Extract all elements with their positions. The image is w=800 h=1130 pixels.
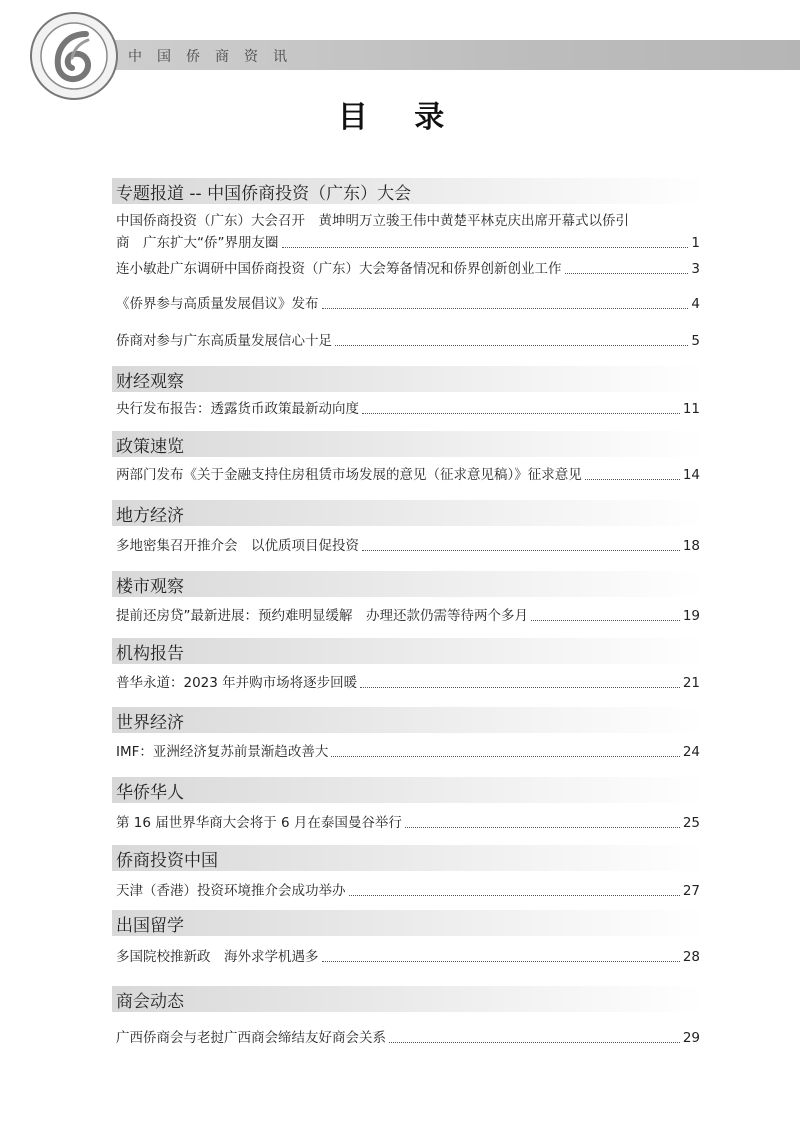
toc-entry-row [116, 1027, 700, 1049]
toc-entry[interactable] [116, 880, 700, 902]
toc-entry-row [116, 605, 700, 627]
toc-entry-title: 普华永道：2023 年并购市场将逐步回暖 [116, 675, 358, 691]
toc-entry-row [116, 741, 700, 763]
page-number: 21 [682, 675, 700, 691]
toc-entry[interactable] [116, 258, 700, 280]
section-title: 华侨华人 [116, 783, 184, 803]
toc-entry-title: 广西侨商会与老挝广西商会缔结友好商会关系 [116, 1030, 386, 1046]
toc-entry[interactable] [116, 946, 700, 968]
toc-entry-row [116, 812, 700, 834]
section-header [112, 500, 704, 526]
page-number: 19 [682, 608, 700, 624]
toc-entry[interactable] [116, 741, 700, 763]
dot-leader [331, 756, 679, 757]
dot-leader [531, 620, 680, 621]
toc-entry-row [116, 258, 700, 280]
toc-entry-title: 连小敏赴广东调研中国侨商投资（广东）大会筹备情况和侨界创新创业工作 [116, 261, 562, 277]
toc-entry-title: 《侨界参与高质量发展倡议》发布 [116, 296, 319, 312]
toc-entry-row [116, 672, 700, 694]
toc-entry[interactable] [116, 535, 700, 557]
page-title: 目 录 [337, 100, 463, 135]
toc-entry[interactable] [116, 398, 700, 420]
toc-entry-title: 中国侨商投资（广东）大会召开 黄坤明万立骏王伟中黄楚平林克庆出席开幕式以侨引 [116, 213, 629, 229]
section-header [112, 777, 704, 803]
toc-entry-title: 多国院校推新政 海外求学机遇多 [116, 949, 319, 965]
page-number: 29 [682, 1030, 700, 1046]
page-number: 27 [682, 883, 700, 899]
toc-entry-title: IMF：亚洲经济复苏前景渐趋改善大 [116, 744, 329, 760]
section-header [112, 986, 704, 1012]
section-header [112, 638, 704, 664]
page-number: 1 [691, 235, 700, 251]
toc-entry[interactable] [116, 812, 700, 834]
page-number: 24 [682, 744, 700, 760]
toc-entry-title: 侨商对参与广东高质量发展信心十足 [116, 333, 332, 349]
section-header [112, 431, 704, 457]
toc-entry-title: 天津（香港）投资环境推介会成功举办 [116, 883, 346, 899]
dot-leader [362, 413, 680, 414]
section-title: 商会动态 [116, 992, 184, 1012]
toc-entry[interactable] [116, 210, 700, 254]
toc-entry[interactable] [116, 1027, 700, 1049]
page-number: 18 [682, 538, 700, 554]
toc-entry-title: 多地密集召开推介会 以优质项目促投资 [116, 538, 359, 554]
section-title: 地方经济 [116, 506, 184, 526]
dot-leader [322, 961, 680, 962]
dot-leader [335, 345, 688, 346]
section-header [112, 366, 704, 392]
section-header [112, 178, 704, 204]
dot-leader [322, 308, 689, 309]
section-header [112, 845, 704, 871]
toc-entry-title: 两部门发布《关于金融支持住房租赁市场发展的意见（征求意见稿）》征求意见 [116, 467, 582, 483]
toc-entry-row [116, 880, 700, 902]
dot-leader [585, 479, 680, 480]
page-number: 14 [682, 467, 700, 483]
toc-entry[interactable] [116, 464, 700, 486]
toc-entry[interactable] [116, 605, 700, 627]
toc-entry-row [116, 464, 700, 486]
logo [28, 10, 120, 102]
toc-entry[interactable] [116, 672, 700, 694]
toc-entry-row [116, 330, 700, 352]
toc-entry-row [116, 535, 700, 557]
section-title: 机构报告 [116, 644, 184, 664]
section-header [112, 707, 704, 733]
toc-entry-title: 提前还房贷”最新进展：预约难明显缓解 办理还款仍需等待两个多月 [116, 608, 528, 624]
section-title: 世界经济 [116, 713, 184, 733]
section-title: 专题报道 -- 中国侨商投资（广东）大会 [116, 184, 412, 204]
toc-entry-title: 第 16 届世界华商大会将于 6 月在泰国曼谷举行 [116, 815, 402, 831]
dot-leader [362, 550, 680, 551]
section-title: 政策速览 [116, 437, 184, 457]
dot-leader [349, 895, 680, 896]
page-number: 3 [691, 261, 700, 277]
toc-entry-row [116, 232, 700, 254]
toc-entry-title: 商 广东扩大“侨”界朋友圈 [116, 235, 279, 251]
toc-entry-row [116, 398, 700, 420]
page-number: 25 [682, 815, 700, 831]
page-number: 28 [682, 949, 700, 965]
page-number: 4 [691, 296, 700, 312]
page-number: 11 [682, 401, 700, 417]
dot-leader [565, 273, 689, 274]
section-title: 楼市观察 [116, 577, 184, 597]
toc-entry[interactable] [116, 293, 700, 315]
dot-leader [389, 1042, 680, 1043]
toc-entry-row [116, 293, 700, 315]
dot-leader [405, 827, 680, 828]
section-title: 财经观察 [116, 372, 184, 392]
running-title: 中国侨商资讯 [128, 49, 302, 65]
toc-entry-title: 央行发布报告：透露货币政策最新动向度 [116, 401, 359, 417]
dot-leader [360, 687, 680, 688]
page-number: 5 [691, 333, 700, 349]
dot-leader [282, 247, 689, 248]
section-header [112, 910, 704, 936]
section-title: 侨商投资中国 [116, 851, 218, 871]
toc-entry[interactable] [116, 330, 700, 352]
section-title: 出国留学 [116, 916, 184, 936]
section-header [112, 571, 704, 597]
toc-entry-row [116, 946, 700, 968]
